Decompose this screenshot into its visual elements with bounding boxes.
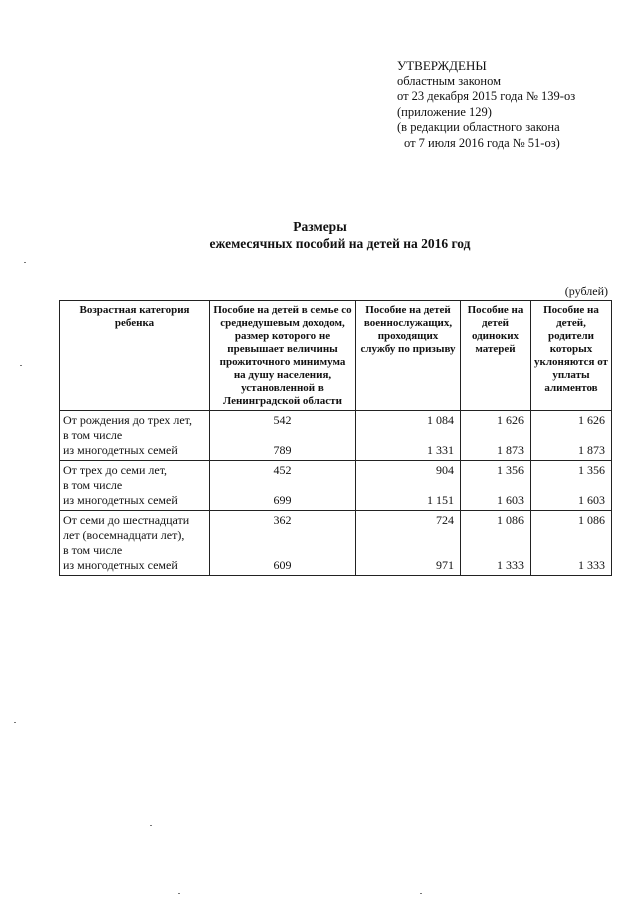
value-cell bbox=[531, 461, 612, 511]
base-value: 1 356 bbox=[497, 463, 524, 477]
category-sub: в том числе bbox=[63, 428, 123, 442]
value-cell bbox=[461, 411, 531, 461]
base-value: 1 086 bbox=[497, 513, 524, 527]
category-main: От семи до шестнадцати лет (восемнадцати лет), bbox=[63, 513, 190, 542]
base-value: 1 084 bbox=[427, 413, 454, 427]
approval-line: (в редакции областного закона bbox=[397, 120, 560, 134]
base-value: 724 bbox=[436, 513, 454, 527]
table-row bbox=[60, 411, 612, 461]
approval-line: от 23 декабря 2015 года № 139-оз bbox=[397, 89, 576, 103]
base-value: 1 626 bbox=[578, 413, 605, 427]
value-cell bbox=[461, 461, 531, 511]
header-single-mother-benefit: Пособие на детей одиноких матерей bbox=[461, 301, 531, 411]
category-main: От трех до семи лет, bbox=[63, 463, 168, 477]
base-value: 452 bbox=[273, 463, 292, 477]
value-cell bbox=[210, 461, 356, 511]
table-row bbox=[60, 511, 612, 576]
scan-speck bbox=[20, 365, 22, 366]
header-alimony-benefit: Пособие на детей, родители которых уклоняются от уплаты алиментов bbox=[531, 301, 612, 411]
value-cell bbox=[210, 411, 356, 461]
scan-speck bbox=[178, 893, 180, 894]
multi-value: 1 333 bbox=[497, 558, 524, 572]
value-cell bbox=[356, 511, 461, 576]
document-title-line: Размеры bbox=[293, 219, 347, 234]
base-value: 1 356 bbox=[578, 463, 605, 477]
value-cell bbox=[356, 461, 461, 511]
header-low-income-benefit: Пособие на детей в семье со среднедушевым доходом, размер которого не превышает величины прожиточного минимума на душу населения, установленной в Ленинградской области bbox=[210, 301, 356, 411]
table-row bbox=[60, 461, 612, 511]
value-cell bbox=[461, 511, 531, 576]
base-value: 542 bbox=[273, 413, 292, 427]
value-cell bbox=[210, 511, 356, 576]
scan-speck bbox=[150, 825, 152, 826]
scan-speck bbox=[14, 722, 16, 723]
approval-line: от 7 июля 2016 года № 51-оз) bbox=[404, 135, 560, 150]
header-age-category: Возрастная категория ребенка bbox=[60, 301, 210, 411]
category-multi: из многодетных семей bbox=[63, 558, 178, 572]
base-value: 1 086 bbox=[578, 513, 605, 527]
scan-speck bbox=[420, 893, 422, 894]
category-sub: в том числе bbox=[63, 478, 123, 492]
table-header-row bbox=[60, 301, 612, 411]
document-title bbox=[0, 218, 640, 252]
scan-speck bbox=[24, 262, 26, 263]
base-value: 1 626 bbox=[497, 413, 524, 427]
benefits-table bbox=[59, 300, 612, 576]
multi-value: 1 603 bbox=[578, 493, 605, 507]
multi-value: 1 333 bbox=[578, 558, 605, 572]
base-value: 362 bbox=[273, 513, 292, 527]
category-multi: из многодетных семей bbox=[63, 443, 178, 457]
base-value: 904 bbox=[436, 463, 454, 477]
approval-block bbox=[397, 58, 617, 151]
multi-value: 699 bbox=[273, 493, 292, 507]
age-category-cell bbox=[60, 411, 210, 461]
document-title-line: ежемесячных пособий на детей на 2016 год bbox=[209, 236, 471, 251]
value-cell bbox=[356, 411, 461, 461]
age-category-cell bbox=[60, 461, 210, 511]
multi-value: 1 873 bbox=[497, 443, 524, 457]
category-multi: из многодетных семей bbox=[63, 493, 178, 507]
multi-value: 971 bbox=[436, 558, 454, 572]
multi-value: 1 151 bbox=[427, 493, 454, 507]
unit-label: (рублей) bbox=[564, 284, 608, 298]
multi-value: 609 bbox=[273, 558, 292, 572]
multi-value: 789 bbox=[273, 443, 292, 457]
multi-value: 1 873 bbox=[578, 443, 605, 457]
approval-title: УТВЕРЖДЕНЫ bbox=[397, 58, 487, 73]
category-main: От рождения до трех лет, bbox=[63, 413, 193, 427]
category-sub: в том числе bbox=[63, 543, 123, 557]
value-cell bbox=[531, 511, 612, 576]
approval-line: (приложение 129) bbox=[397, 104, 492, 119]
value-cell bbox=[531, 411, 612, 461]
header-military-benefit: Пособие на детей военнослужащих, проходящих службу по призыву bbox=[356, 301, 461, 411]
multi-value: 1 331 bbox=[427, 443, 454, 457]
approval-line: областным законом bbox=[397, 73, 502, 88]
multi-value: 1 603 bbox=[497, 493, 524, 507]
age-category-cell bbox=[60, 511, 210, 576]
